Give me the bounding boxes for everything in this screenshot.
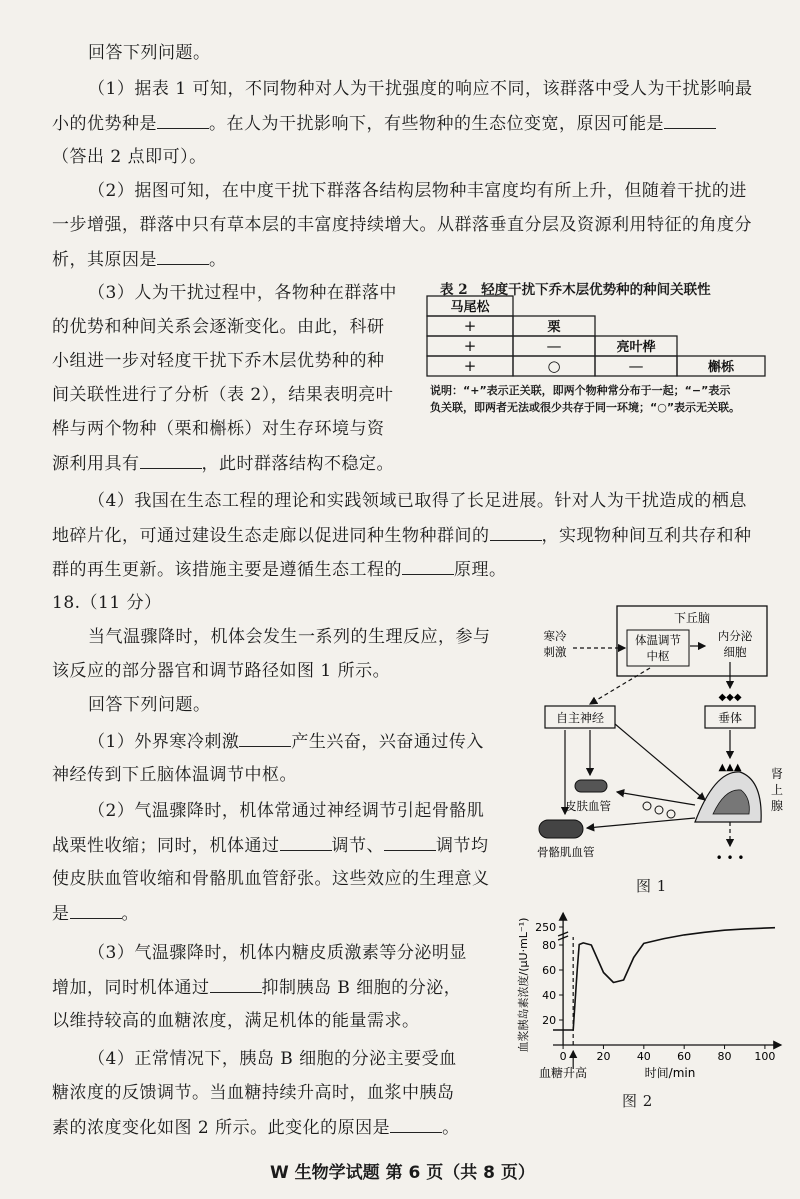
q17-p2-line1: （2）据图可知，在中度干扰下群落各结构层物种丰富度均有所上升，但随着干扰的进	[88, 181, 747, 201]
text: 。	[442, 1118, 460, 1138]
q18-p3-line1: （3）气温骤降时，机体内糖皮质激素等分泌明显	[88, 943, 467, 963]
center-label-line1: 体温调节	[635, 633, 681, 647]
answer-blank	[70, 902, 122, 919]
skin-vessel-label: 皮肤血管	[565, 799, 611, 813]
autonomic-label: 自主神经	[555, 711, 605, 725]
q17-p1-line2	[52, 112, 716, 135]
q18-p4-line3	[52, 1116, 460, 1139]
y-tick-label: 250	[535, 921, 557, 934]
text: 调节、	[331, 836, 384, 856]
cold-label-line1: 寒冷	[543, 629, 567, 643]
adrenal-label-2: 上	[771, 783, 784, 797]
hypothalamus-label: 下丘脑	[673, 611, 711, 625]
answer-blank	[384, 834, 436, 851]
answer-blank	[490, 524, 542, 541]
relation-cell: +	[463, 337, 477, 355]
answer-blank	[402, 558, 454, 575]
q17-p2-line3	[52, 248, 227, 271]
text: 地碎片化，可通过建设生态走廊以促进同种生物种群间的	[52, 526, 490, 546]
start-annotation: 血糖升高	[538, 1066, 588, 1080]
text: 小的优势种是	[52, 114, 157, 134]
text: 。在人为干扰影响下，有些物种的生态位变宽，原因可能是	[209, 114, 664, 134]
arrow	[615, 724, 705, 800]
q17-p3-line4: 间关联性进行了分析（表 2），结果表明亮叶	[52, 385, 394, 405]
text: 产生兴奋，兴奋通过传入	[291, 732, 484, 752]
table2-note-line2: 负关联，即两者无法或很少共存于同一环境；“○”表示无关联。	[430, 401, 741, 414]
q18-p4-line1: （4）正常情况下，胰岛 B 细胞的分泌主要受血	[88, 1049, 457, 1069]
figure2-caption: 图 2	[622, 1092, 653, 1110]
table2-staircase	[425, 294, 770, 384]
pituitary-label: 垂体	[717, 711, 743, 725]
figure1-caption: 图 1	[636, 877, 667, 895]
text: 是	[52, 904, 70, 924]
q18-p1-line2: 神经传到下丘脑体温调节中枢。	[52, 765, 297, 785]
hormone-circle-icon	[643, 802, 651, 810]
answer-blank	[390, 1116, 442, 1133]
insulin-series-line	[553, 928, 775, 1030]
adrenal-label-1: 肾	[771, 767, 784, 781]
q17-p4-line1: （4）我国在生态工程的理论和实践领域已取得了长足进展。针对人为干扰造成的栖息	[88, 491, 747, 511]
hormone-circle-icon	[655, 806, 663, 814]
q18-heading: 18.（11 分）	[52, 593, 162, 613]
q17-p3-line6	[52, 452, 394, 475]
hormone-triangles-icon: ▲▲▲	[718, 762, 742, 773]
arrow	[617, 792, 695, 805]
relation-cell: +	[463, 317, 477, 335]
skin-vessel-icon	[575, 780, 607, 792]
dashed-arrow	[590, 668, 650, 704]
answer-blank	[280, 834, 332, 851]
answer-blank	[140, 452, 202, 469]
x-axis-label: 时间/min	[644, 1066, 696, 1080]
muscle-vessel-icon	[539, 820, 583, 838]
text: 调节均	[436, 836, 489, 856]
center-label-line2: 中枢	[646, 649, 670, 663]
text: 。	[121, 904, 139, 924]
hormone-circle-icon	[667, 810, 675, 818]
q18-p1-line1	[88, 730, 484, 753]
figure2-chart	[505, 905, 795, 1105]
table2-title: 表 2 轻度干扰下乔木层优势种的种间关联性	[440, 282, 711, 298]
answer-blank	[210, 976, 262, 993]
text: 原理。	[454, 560, 507, 580]
relation-cell: —	[546, 337, 562, 355]
q17-p3-line2: 的优势和种间关系会逐渐变化。由此，科研	[52, 317, 385, 337]
q18-intro-line3: 回答下列问题。	[88, 695, 211, 715]
arrow	[587, 818, 695, 828]
hormone-diamonds-icon: ◆◆◆	[718, 692, 742, 703]
muscle-vessel-label: 骨骼肌血管	[537, 845, 595, 859]
q17-p3-line1: （3）人为干扰过程中，各物种在群落中	[88, 283, 397, 303]
q18-p2-line1: （2）气温骤降时，机体常通过神经调节引起骨骼肌	[88, 801, 485, 821]
adrenal-label-3: 腺	[771, 799, 784, 813]
q18-intro-line2: 该反应的部分器官和调节路径如图 1 所示。	[52, 661, 391, 681]
endocrine-label-line1: 内分泌	[717, 629, 753, 643]
ellipsis-dots: • • •	[715, 851, 745, 865]
species-label: 栗	[547, 320, 561, 335]
table2-note-line1: 说明：“+”表示正关联，即两个物种常分布于一起；“−”表示	[430, 384, 731, 397]
answer-blank	[664, 112, 716, 129]
relation-cell: +	[463, 357, 477, 375]
answer-blank	[157, 112, 209, 129]
q18-p2-line3: 使皮肤血管收缩和骨骼肌血管舒张。这些效应的生理意义	[52, 869, 490, 889]
q17-p3-line5: 桦与两个物种（栗和槲栎）对生存环境与资	[52, 419, 385, 439]
text: ，此时群落结构不稳定。	[201, 454, 394, 474]
x-tick-label: 60	[677, 1050, 692, 1063]
q17-p2-line2: 一步增强，群落中只有草本层的丰富度持续增大。从群落垂直分层及资源利用特征的角度分	[52, 215, 752, 235]
answer-blank	[239, 730, 291, 747]
q18-p3-line2	[52, 976, 461, 999]
q17-p4-line2	[52, 524, 752, 547]
intro-line: 回答下列问题。	[88, 43, 211, 63]
text: 战栗性收缩；同时，机体通过	[52, 836, 280, 856]
text: 素的浓度变化如图 2 所示。此变化的原因是	[52, 1118, 391, 1138]
text: 增加，同时机体通过	[52, 978, 210, 998]
q17-p3-line3: 小组进一步对轻度干扰下乔木层优势种的种	[52, 351, 385, 371]
x-tick-label: 40	[636, 1050, 651, 1063]
x-tick-label: 100	[754, 1050, 776, 1063]
q18-p2-line2	[52, 834, 489, 857]
y-tick-label: 40	[542, 989, 557, 1002]
q18-p2-line4	[52, 902, 139, 925]
cold-label-line2: 刺激	[543, 645, 567, 659]
x-tick-label: 0	[559, 1050, 567, 1063]
y-tick-label: 80	[542, 939, 557, 952]
text: 。	[209, 250, 227, 270]
q17-p4-line3	[52, 558, 507, 581]
text: 群的再生更新。该措施主要是遵循生态工程的	[52, 560, 402, 580]
y-tick-label: 60	[542, 964, 557, 977]
text: （1）外界寒冷刺激	[88, 732, 240, 752]
text: 析，其原因是	[52, 250, 157, 270]
endocrine-label-line2: 细胞	[723, 645, 747, 659]
q18-intro-line1: 当气温骤降时，机体会发生一系列的生理反应，参与	[88, 627, 491, 647]
q17-p1-line1: （1）据表 1 可知，不同物种对人为干扰强度的响应不同，该群落中受人为干扰影响最	[88, 79, 753, 99]
text: 抑制胰岛 B 细胞的分泌，	[261, 978, 462, 998]
q18-p3-line3: 以维持较高的血糖浓度，满足机体的能量需求。	[52, 1011, 420, 1031]
y-axis-label: 血浆胰岛素浓度/(μU·mL⁻¹)	[517, 917, 530, 1053]
page-footer: W 生物学试题 第 6 页（共 8 页）	[270, 1163, 535, 1183]
figure1-diagram	[535, 600, 785, 890]
species-label: 槲栎	[707, 360, 735, 375]
q17-p1-line3: （答出 2 点即可）。	[52, 147, 207, 167]
species-label: 马尾松	[450, 300, 490, 315]
x-tick-label: 80	[717, 1050, 732, 1063]
y-tick-label: 20	[542, 1014, 557, 1027]
x-tick-label: 20	[596, 1050, 611, 1063]
species-label: 亮叶桦	[616, 340, 656, 355]
relation-cell: —	[628, 357, 644, 375]
text: 源利用具有	[52, 454, 140, 474]
q18-p4-line2: 糖浓度的反馈调节。当血糖持续升高时，血浆中胰岛	[52, 1083, 455, 1103]
answer-blank	[157, 248, 209, 265]
text: ，实现物种间互利共存和种	[541, 526, 752, 546]
relation-cell: ○	[547, 357, 561, 375]
